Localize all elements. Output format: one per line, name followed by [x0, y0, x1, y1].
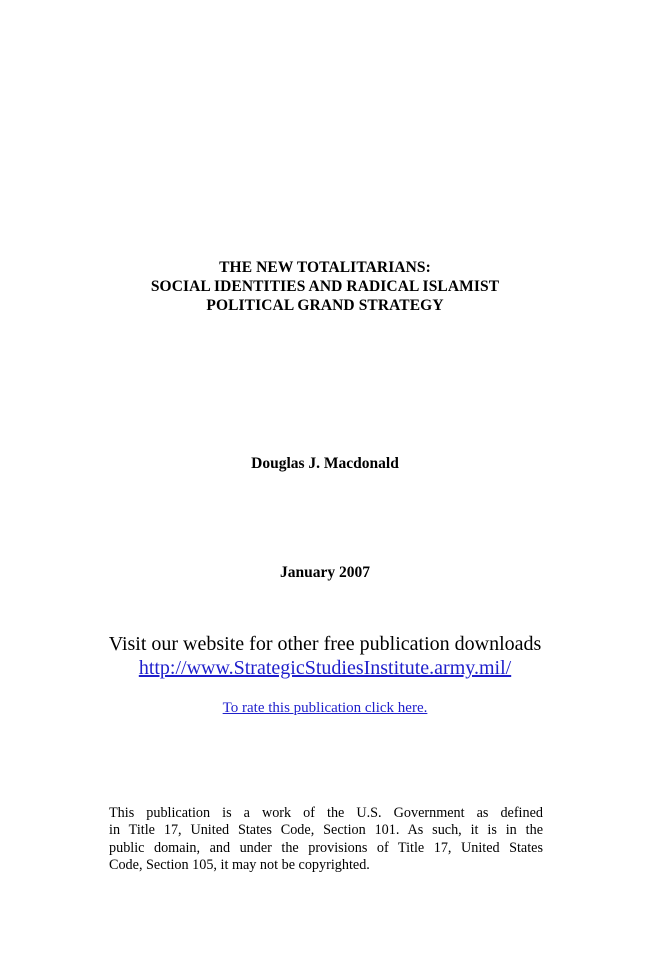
- website-link[interactable]: http://www.StrategicStudiesInstitute.army.mil/: [138, 657, 512, 679]
- website-promo-text: Visit our website for other free publication downloads: [108, 633, 542, 655]
- title-line-2: SOCIAL IDENTITIES AND RADICAL ISLAMIST: [150, 278, 500, 295]
- notice-line-2: in Title 17, United States Code, Section 101. As such, it is in the: [109, 822, 543, 839]
- notice-line-1: This publication is a work of the U.S. Government as defined: [109, 805, 543, 821]
- title-line-1: THE NEW TOTALITARIANS:: [219, 259, 431, 276]
- document-title: [0, 258, 650, 315]
- copyright-notice: [109, 805, 543, 875]
- title-line-3: POLITICAL GRAND STRATEGY: [206, 297, 444, 314]
- rate-link-container: [0, 699, 650, 718]
- notice-line-3: public domain, and under the provisions of Title 17, United States: [109, 839, 543, 856]
- publication-date: January 2007: [280, 564, 370, 581]
- notice-line-4: Code, Section 105, it may not be copyrighted.: [109, 857, 370, 874]
- rate-publication-link[interactable]: To rate this publication click here.: [222, 700, 428, 716]
- author-name: Douglas J. Macdonald: [251, 455, 399, 472]
- website-link-container: [0, 656, 650, 680]
